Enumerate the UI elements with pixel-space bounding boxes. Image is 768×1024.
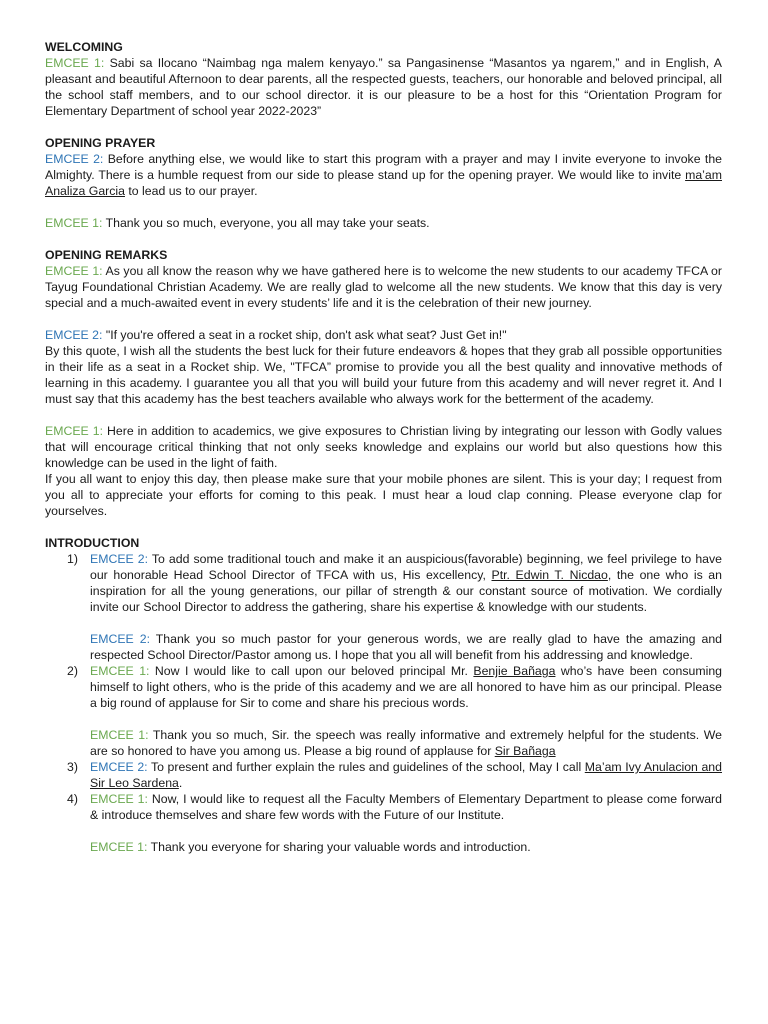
list-number: 3) — [67, 760, 78, 774]
person-name: ma’am Analiza Garcia — [45, 168, 722, 198]
list-item — [45, 791, 722, 855]
list-number: 4) — [67, 792, 78, 806]
paragraph-text: As you all know the reason why we have gathered here is to welcome the new students to our academy TFCA or Tayug Foundational Christian Academy. We are really glad to welcome all the new students. We know that this day is very special and a much-awaited event in every students’ life and it is the celebration of their new journey. — [45, 264, 722, 310]
opening-remarks-paragraph-3 — [45, 423, 722, 471]
emcee-label: EMCEE 1: — [45, 424, 103, 438]
list-item — [45, 663, 722, 759]
paragraph-text: who’s have been consuming himself to light others, who is the pride of this academy and we are all honored to have him as our principal. Please a big round of applause for Sir to come and share his precious words. — [90, 664, 722, 710]
paragraph-text: Sabi sa Ilocano “Naimbag nga malem kenyayo.” sa Pangasinense “Masantos ya ngarem,” and in English, A pleasant and beautiful Afternoon to dear parents, all the respected guests, teachers, our honorable and beloved principal, all the school staff members, and to our school director. it is our pleasure to be a host for this “Orientation Program for Elementary Department of school year 2022-2023” — [45, 56, 723, 118]
opening-remarks-paragraph-4: If you all want to enjoy this day, then please make sure that your mobile phones are silent. This is your day; I request from you all to appreciate your efforts for coming to this peak. I must hear a loud clap conning. Please everyone clap for yourselves. — [45, 472, 722, 518]
paragraph-text: . — [178, 776, 183, 790]
person-name: Ma’am Ivy Anulacion and Sir Leo Sardena — [90, 760, 722, 790]
paragraph-text: to lead us to our prayer. — [124, 184, 258, 198]
paragraph-text: Thank you everyone for sharing your valuable words and introduction. — [147, 840, 531, 854]
emcee-label: EMCEE 1: — [90, 792, 148, 806]
list-item-followup — [90, 727, 722, 759]
list-item — [45, 759, 722, 791]
list-number: 1) — [67, 552, 78, 566]
section-heading-opening-prayer: OPENING PRAYER — [45, 136, 156, 150]
list-item-paragraph — [90, 663, 722, 711]
person-name: Ptr. Edwin T. Nicdao — [491, 568, 608, 582]
person-name: Sir Bañaga — [494, 744, 556, 758]
section-heading-welcoming: WELCOMING — [45, 40, 123, 54]
paragraph-text: Thank you so much, Sir. the speech was really informative and extremely helpful for the students. We are so honored to have you among us. Please a big round of applause for — [90, 728, 722, 758]
opening-remarks-quote — [45, 327, 722, 343]
opening-prayer-paragraph — [45, 151, 722, 199]
list-item-paragraph — [90, 791, 722, 823]
section-heading-opening-remarks: OPENING REMARKS — [45, 248, 168, 262]
opening-remarks-paragraph-2: By this quote, I wish all the students the best luck for their future endeavors & hopes that they grab all possible opportunities in their life as a seat in a Rocket ship. We, "TFCA” promise to provide you all the best quality and innovative methods of learning in this academy. I guarantee you all that you will build your future from this academy and will never regret it. And I must say that this academy has the best teachers available who always work for the betterment of the academy. — [45, 344, 722, 406]
person-name: Benjie Bañaga — [473, 664, 556, 678]
emcee-label: EMCEE 1: — [45, 56, 105, 70]
quote-text: "If you're offered a seat in a rocket ship, don't ask what seat? Just Get in!" — [102, 328, 507, 342]
paragraph-text: To present and further explain the rules and guidelines of the school, May I call — [147, 760, 585, 774]
emcee-label: EMCEE 1: — [90, 840, 148, 854]
list-number: 2) — [67, 664, 78, 678]
paragraph-text: To add some traditional touch and make it an auspicious(favorable) beginning, we feel privilege to have our honorable Head School Director of TFCA with us, His excellency, — [90, 552, 722, 582]
paragraph-text: Now I would like to call upon our beloved principal Mr. — [149, 664, 474, 678]
section-heading-introduction: INTRODUCTION — [45, 536, 140, 550]
paragraph-text: Now, I would like to request all the Faculty Members of Elementary Department to please come forward & introduce themselves and share few words with the Future of our Institute. — [90, 792, 722, 822]
emcee-label: EMCEE 2: — [90, 760, 148, 774]
emcee-label: EMCEE 1: — [45, 264, 103, 278]
emcee-label: EMCEE 2: — [90, 552, 149, 566]
emcee-label: EMCEE 1: — [90, 664, 150, 678]
emcee-label: EMCEE 2: — [45, 328, 103, 342]
list-item-paragraph — [90, 759, 722, 791]
emcee-label: EMCEE 1: — [45, 216, 103, 230]
emcee-label: EMCEE 2: — [45, 152, 104, 166]
paragraph-text: Thank you so much, everyone, you all may take your seats. — [102, 216, 430, 230]
welcoming-paragraph — [45, 55, 722, 119]
emcee-label: EMCEE 2: — [90, 632, 150, 646]
paragraph-text: Thank you so much pastor for your generous words, we are really glad to have the amazing and respected School Director/Pastor among us. I hope that you all will benefit from his addressing and knowledge. — [90, 632, 722, 662]
list-item-followup — [90, 631, 722, 663]
emcee-label: EMCEE 1: — [90, 728, 149, 742]
opening-prayer-followup — [45, 215, 722, 231]
paragraph-text: Before anything else, we would like to start this program with a prayer and may I invite everyone to invoke the Almighty. There is a humble request from our side to please stand up for the opening prayer. We would like to invite — [45, 152, 722, 182]
list-item-followup — [90, 839, 722, 855]
paragraph-text: , the one who is an inspiration for all the young generations, our pillar of strength & our constant source of motivation. We cordially invite our School Director to address the gathering, share his expertise & knowledge with our students. — [90, 568, 722, 614]
paragraph-text: Here in addition to academics, we give exposures to Christian living by integrating our lesson with Godly values that will encourage critical thinking that not only seeks knowledge and explains our world but also questions how this knowledge can be used in the light of faith. — [45, 424, 722, 470]
list-item — [45, 551, 722, 663]
list-item-paragraph — [90, 551, 722, 615]
introduction-list — [45, 551, 722, 855]
opening-remarks-paragraph-1 — [45, 263, 722, 311]
